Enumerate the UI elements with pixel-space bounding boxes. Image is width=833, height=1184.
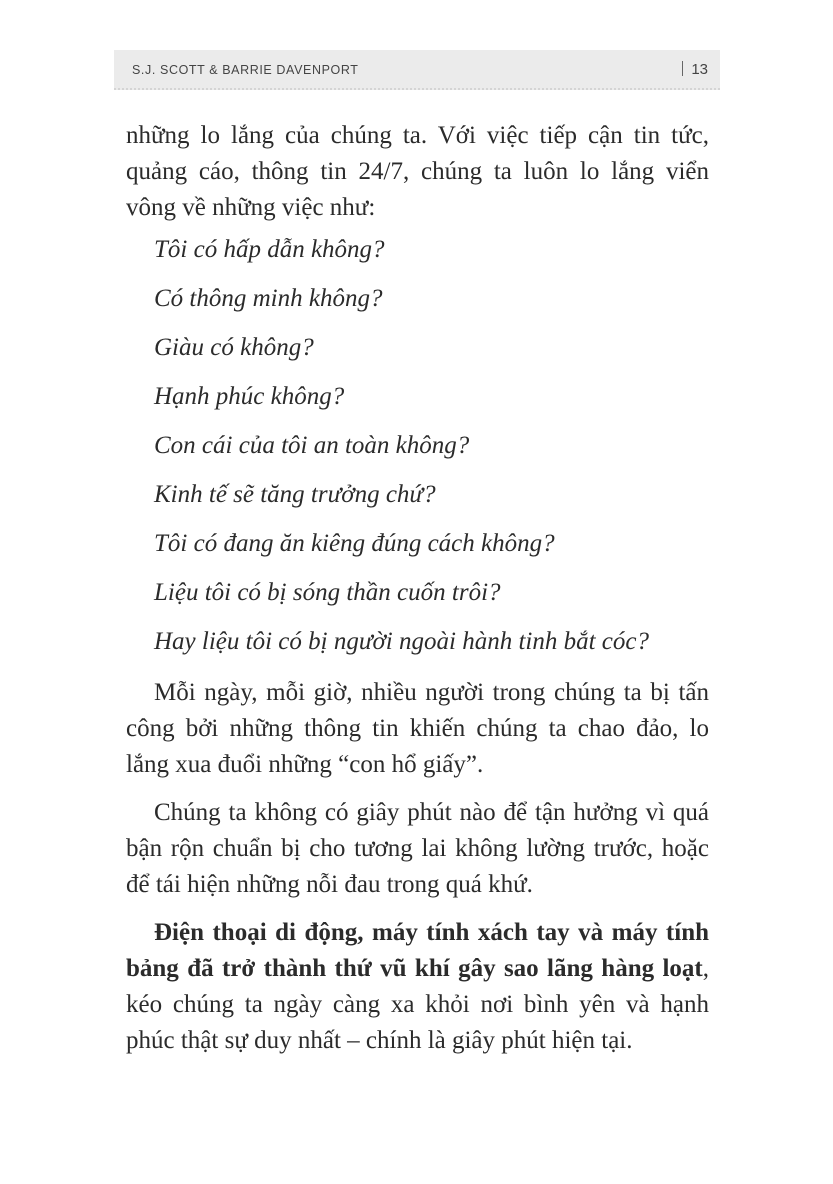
page-number [682, 61, 708, 78]
running-header [114, 50, 720, 90]
question-item: Kinh tế sẽ tăng trưởng chứ? [154, 481, 436, 508]
page-number-value: 13 [691, 61, 708, 78]
page-number-separator [682, 61, 683, 76]
question-item: Con cái của tôi an toàn không? [154, 432, 470, 459]
page-body [126, 118, 709, 1059]
question-item: Hạnh phúc không? [154, 383, 345, 410]
question-item: Hay liệu tôi có bị người ngoài hành tinh bắt cóc? [154, 628, 649, 655]
question-list [126, 232, 709, 673]
paragraph-3-bold: Điện thoại di động, máy tính xách tay và máy tính bảng đã trở thành thứ vũ khí gây sao lãng hàng loạt [126, 919, 709, 982]
intro-paragraph: những lo lắng của chúng ta. Với việc tiếp cận tin tức, quảng cáo, thông tin 24/7, chúng ta luôn lo lắng viển vông về những việc như: [126, 122, 709, 221]
paragraph-3 [126, 915, 709, 1059]
paragraph-3-rest: , kéo chúng ta ngày càng xa khỏi nơi bình yên và hạnh phúc thật sự duy nhất – chính là giây phút hiện tại. [126, 955, 709, 1054]
paragraph-1: Mỗi ngày, mỗi giờ, nhiều người trong chúng ta bị tấn công bởi những thông tin khiến chúng ta chao đảo, lo lắng xua đuổi những “con hổ giấy”. [126, 679, 709, 778]
question-item: Liệu tôi có bị sóng thần cuốn trôi? [154, 579, 501, 606]
header-author: S.J. SCOTT & BARRIE DAVENPORT [132, 63, 359, 77]
paragraph-2: Chúng ta không có giây phút nào để tận hưởng vì quá bận rộn chuẩn bị cho tương lai không lường trước, hoặc để tái hiện những nỗi đau trong quá khứ. [126, 799, 709, 898]
question-item: Tôi có hấp dẫn không? [154, 236, 385, 263]
question-item: Giàu có không? [154, 334, 314, 361]
question-item: Có thông minh không? [154, 285, 383, 312]
question-item: Tôi có đang ăn kiêng đúng cách không? [154, 530, 555, 557]
